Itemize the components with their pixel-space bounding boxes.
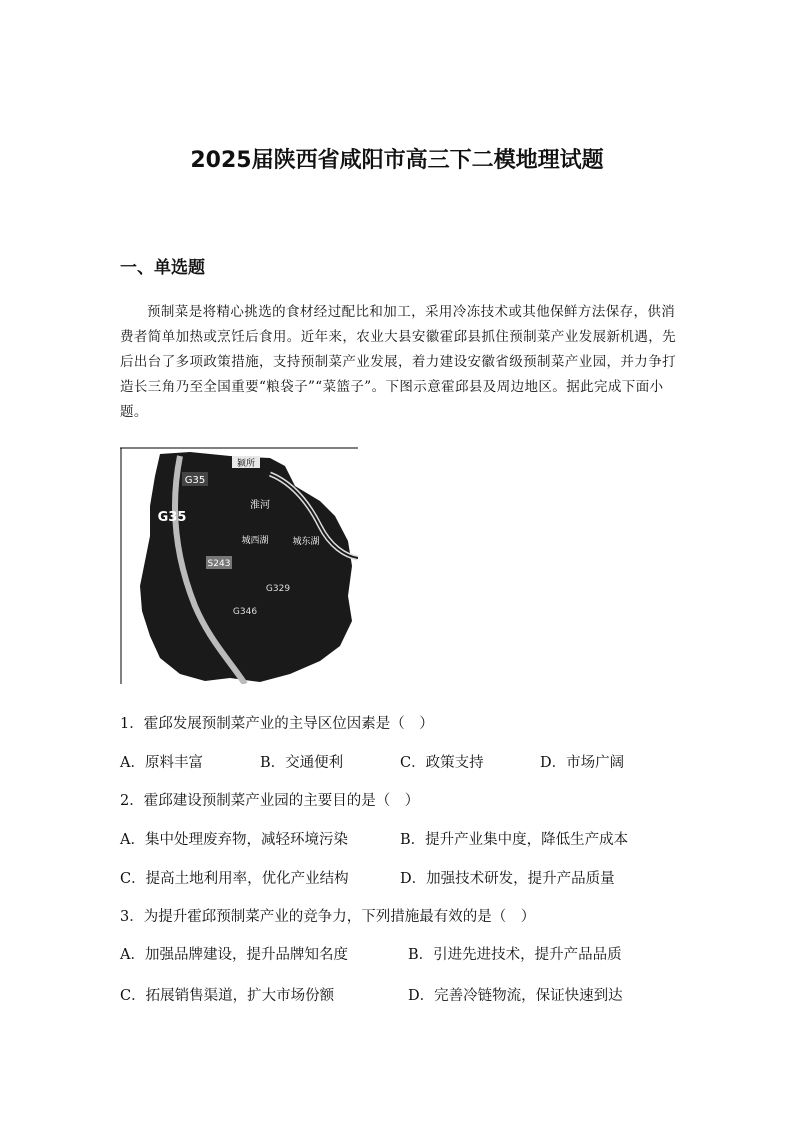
question-3: 3．为提升霍邱预制菜产业的竞争力，下列措施最有效的是（ ） (120, 909, 536, 925)
q1-option-d[interactable]: D．市场广阔 (540, 755, 625, 771)
passage: 预制菜是将精心挑选的食材经过配比和加工，采用冷冻技术或其他保鲜方法保存，供消费者简单加热或烹饪后食用。近年来，农业大县安徽霍邱县抓住预制菜产业发展新机遇，先后出台了多项政策措施，支持预制菜产业发展，着力建设安徽省级预制菜产业园，并力争打造长三角乃至全国重要“粮袋子”“菜篮子”。下图示意霍邱县及周边地区。据此完成下面小题。 (120, 304, 676, 420)
q1-option-a[interactable]: A．原料丰富 (120, 755, 203, 771)
q3-option-d[interactable]: D．完善冷链物流，保证快速到达 (408, 988, 623, 1004)
q3-option-b[interactable]: B．引进先进技术，提升产品品质 (408, 947, 622, 963)
page-title: 2025届陕西省咸阳市高三下二模地理试题 (190, 148, 604, 173)
q1-option-b[interactable]: B．交通便利 (260, 755, 344, 771)
q2-option-a[interactable]: A．集中处理废弃物，减轻环境污染 (120, 832, 348, 848)
question-1: 1．霍邱发展预制菜产业的主导区位因素是（ ） (120, 716, 434, 732)
map-label: 城西湖 (241, 536, 269, 546)
map-label: 颍所 (236, 459, 256, 469)
q1-option-c[interactable]: C．政策支持 (400, 755, 484, 771)
map-label: 城东湖 (292, 537, 320, 547)
map-label: G346 (232, 607, 258, 617)
county-map (120, 446, 358, 684)
q2-option-c[interactable]: C．提高土地利用率，优化产业结构 (120, 871, 349, 887)
map-label: G35 (157, 510, 187, 525)
section-heading: 一、单选题 (120, 258, 205, 278)
question-2: 2．霍邱建设预制菜产业园的主要目的是（ ） (120, 793, 420, 809)
map-label: G329 (265, 584, 291, 594)
q3-option-c[interactable]: C．拓展销售渠道，扩大市场份额 (120, 988, 335, 1004)
q2-option-d[interactable]: D．加强技术研发，提升产品质量 (400, 871, 615, 887)
map-label: G35 (184, 475, 206, 486)
q3-option-a[interactable]: A．加强品牌建设，提升品牌知名度 (120, 947, 348, 963)
map-label: 淮河 (250, 500, 270, 511)
q2-option-b[interactable]: B．提升产业集中度，降低生产成本 (400, 832, 629, 848)
map-label: S243 (207, 559, 231, 569)
